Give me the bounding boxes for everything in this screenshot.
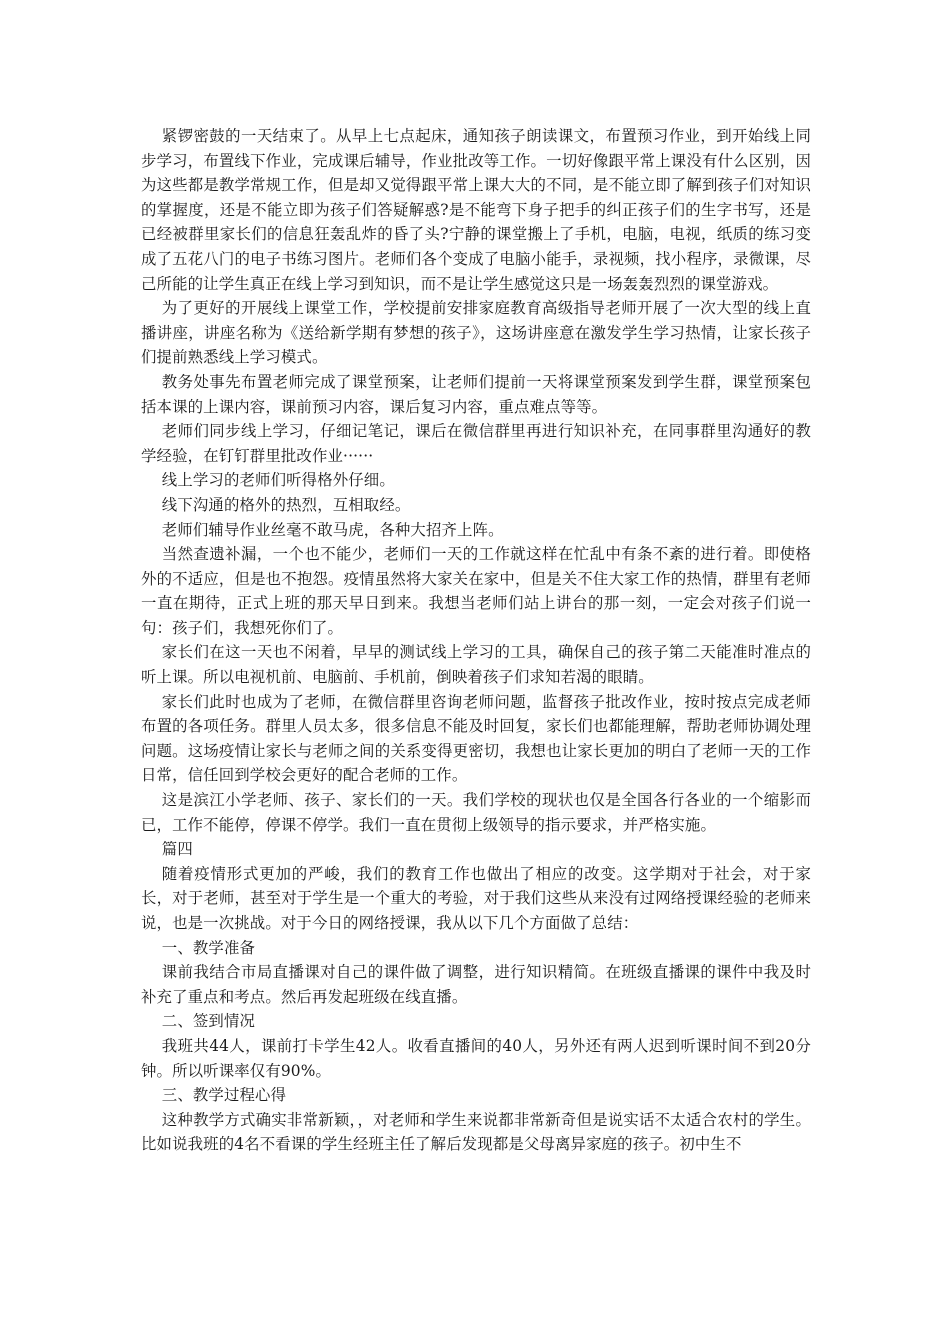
paragraph-2: 为了更好的开展线上课堂工作，学校提前安排家庭教育高级指导老师开展了一次大型的线上直播讲座，讲座名称为《送给新学期有梦想的孩子》，这场讲座意在激发学生学习热情，让家长孩子们提前熟悉线上学习模式。 (141, 299, 811, 367)
section-heading-part4: 篇四 (161, 840, 193, 859)
paragraph-15: 这种教学方式确实非常新颖，，对老师和学生来说都非常新奇但是说实话不太适合农村的学生。比如说我班的4名不看课的学生经班主任了解后发现都是父母离异家庭的孩子。初中生不 (141, 1110, 811, 1154)
paragraph-13: 课前我结合市局直播课对自己的课件做了调整，进行知识精简。在班级直播课的课件中我及时补充了重点和考点。然后再发起班级在线直播。 (141, 963, 811, 1006)
document-body (141, 124, 811, 1157)
paragraph-8: 当然查遗补漏，一个也不能少，老师们一天的工作就这样在忙乱中有条不紊的进行着。即使格外的不适应，但是也不抱怨。疫情虽然将大家关在家中，但是关不住大家工作的热情，群里有老师一直在期待，正式上班的那天早日到来。我想当老师们站上讲台的那一刻，一定会对孩子们说一句：孩子们，我想死你们了。 (141, 545, 811, 637)
paragraph-11: 这是滨江小学老师、孩子、家长们的一天。我们学校的现状也仅是全国各行各业的一个缩影而已，工作不能停，停课不停学。我们一直在贯彻上级领导的指示要求，并严格实施。 (141, 791, 811, 834)
paragraph-6: 线下沟通的格外的热烈，互相取经。 (161, 495, 411, 514)
paragraph-3: 教务处事先布置老师完成了课堂预案，让老师们提前一天将课堂预案发到学生群，课堂预案包括本课的上课内容，课前预习内容，课后复习内容，重点难点等等。 (141, 372, 811, 416)
heading-attendance: 二、签到情况 (161, 1012, 256, 1031)
paragraph-1: 紧锣密鼓的一天结束了。从早上七点起床，通知孩子朗读课文，布置预习作业，到开始线上同步学习，布置线下作业，完成课后辅导，作业批改等工作。一切好像跟平常上课没有什么区别，因为这些都是教学常规工作，但是却又觉得跟平常上课大大的不同，是不能立即了解到孩子们对知识的掌握度，还是不能立即为孩子们答疑解惑?是不能弯下身子把手的纠正孩子们的生字书写，还是已经被群里家长们的信息狂轰乱炸的昏了头?宁静的课堂搬上了手机，电脑，电视，纸质的练习变成了五花八门的电子书练习图片。老师们各个变成了电脑小能手，录视频，找小程序，录微课，尽己所能的让学生真正在线上学习到知识，而不是让学生感觉这只是一场轰轰烈烈的课堂游戏。 (141, 127, 811, 293)
paragraph-9: 家长们在这一天也不闲着，早早的测试线上学习的工具，确保自己的孩子第二天能准时准点的听上课。所以电视机前、电脑前、手机前，倒映着孩子们求知若渴的眼睛。 (141, 643, 811, 687)
heading-teaching-preparation: 一、教学准备 (161, 938, 256, 957)
paragraph-4: 老师们同步线上学习，仔细记笔记，课后在微信群里再进行知识补充，在同事群里沟通好的教学经验，在钉钉群里批改作业······ (141, 422, 811, 465)
paragraph-10: 家长们此时也成为了老师，在微信群里咨询老师问题，监督孩子批改作业，按时按点完成老师布置的各项任务。群里人员太多，很多信息不能及时回复，家长们也都能理解，帮助老师协调处理问题。这场疫情让家长与老师之间的关系变得更密切，我想也让家长更加的明白了老师一天的工作日常，信任回到学校会更好的配合老师的工作。 (141, 692, 811, 785)
paragraph-5: 线上学习的老师们听得格外仔细。 (161, 471, 395, 490)
paragraph-14: 我班共44人，课前打卡学生42人。收看直播间的40人，另外还有两人迟到听课时间不到20分钟。所以听课率仅有90%。 (141, 1036, 811, 1080)
heading-teaching-reflection: 三、教学过程心得 (161, 1086, 287, 1105)
paragraph-7: 老师们辅导作业丝毫不敢马虎，各种大招齐上阵。 (161, 520, 504, 539)
paragraph-12: 随着疫情形式更加的严峻，我们的教育工作也做出了相应的改变。这学期对于社会，对于家长，对于老师，甚至对于学生是一个重大的考验，对于我们这些从来没有过网络授课经验的老师来说，也是一次挑战。对于今日的网络授课，我从以下几个方面做了总结： (141, 864, 811, 932)
